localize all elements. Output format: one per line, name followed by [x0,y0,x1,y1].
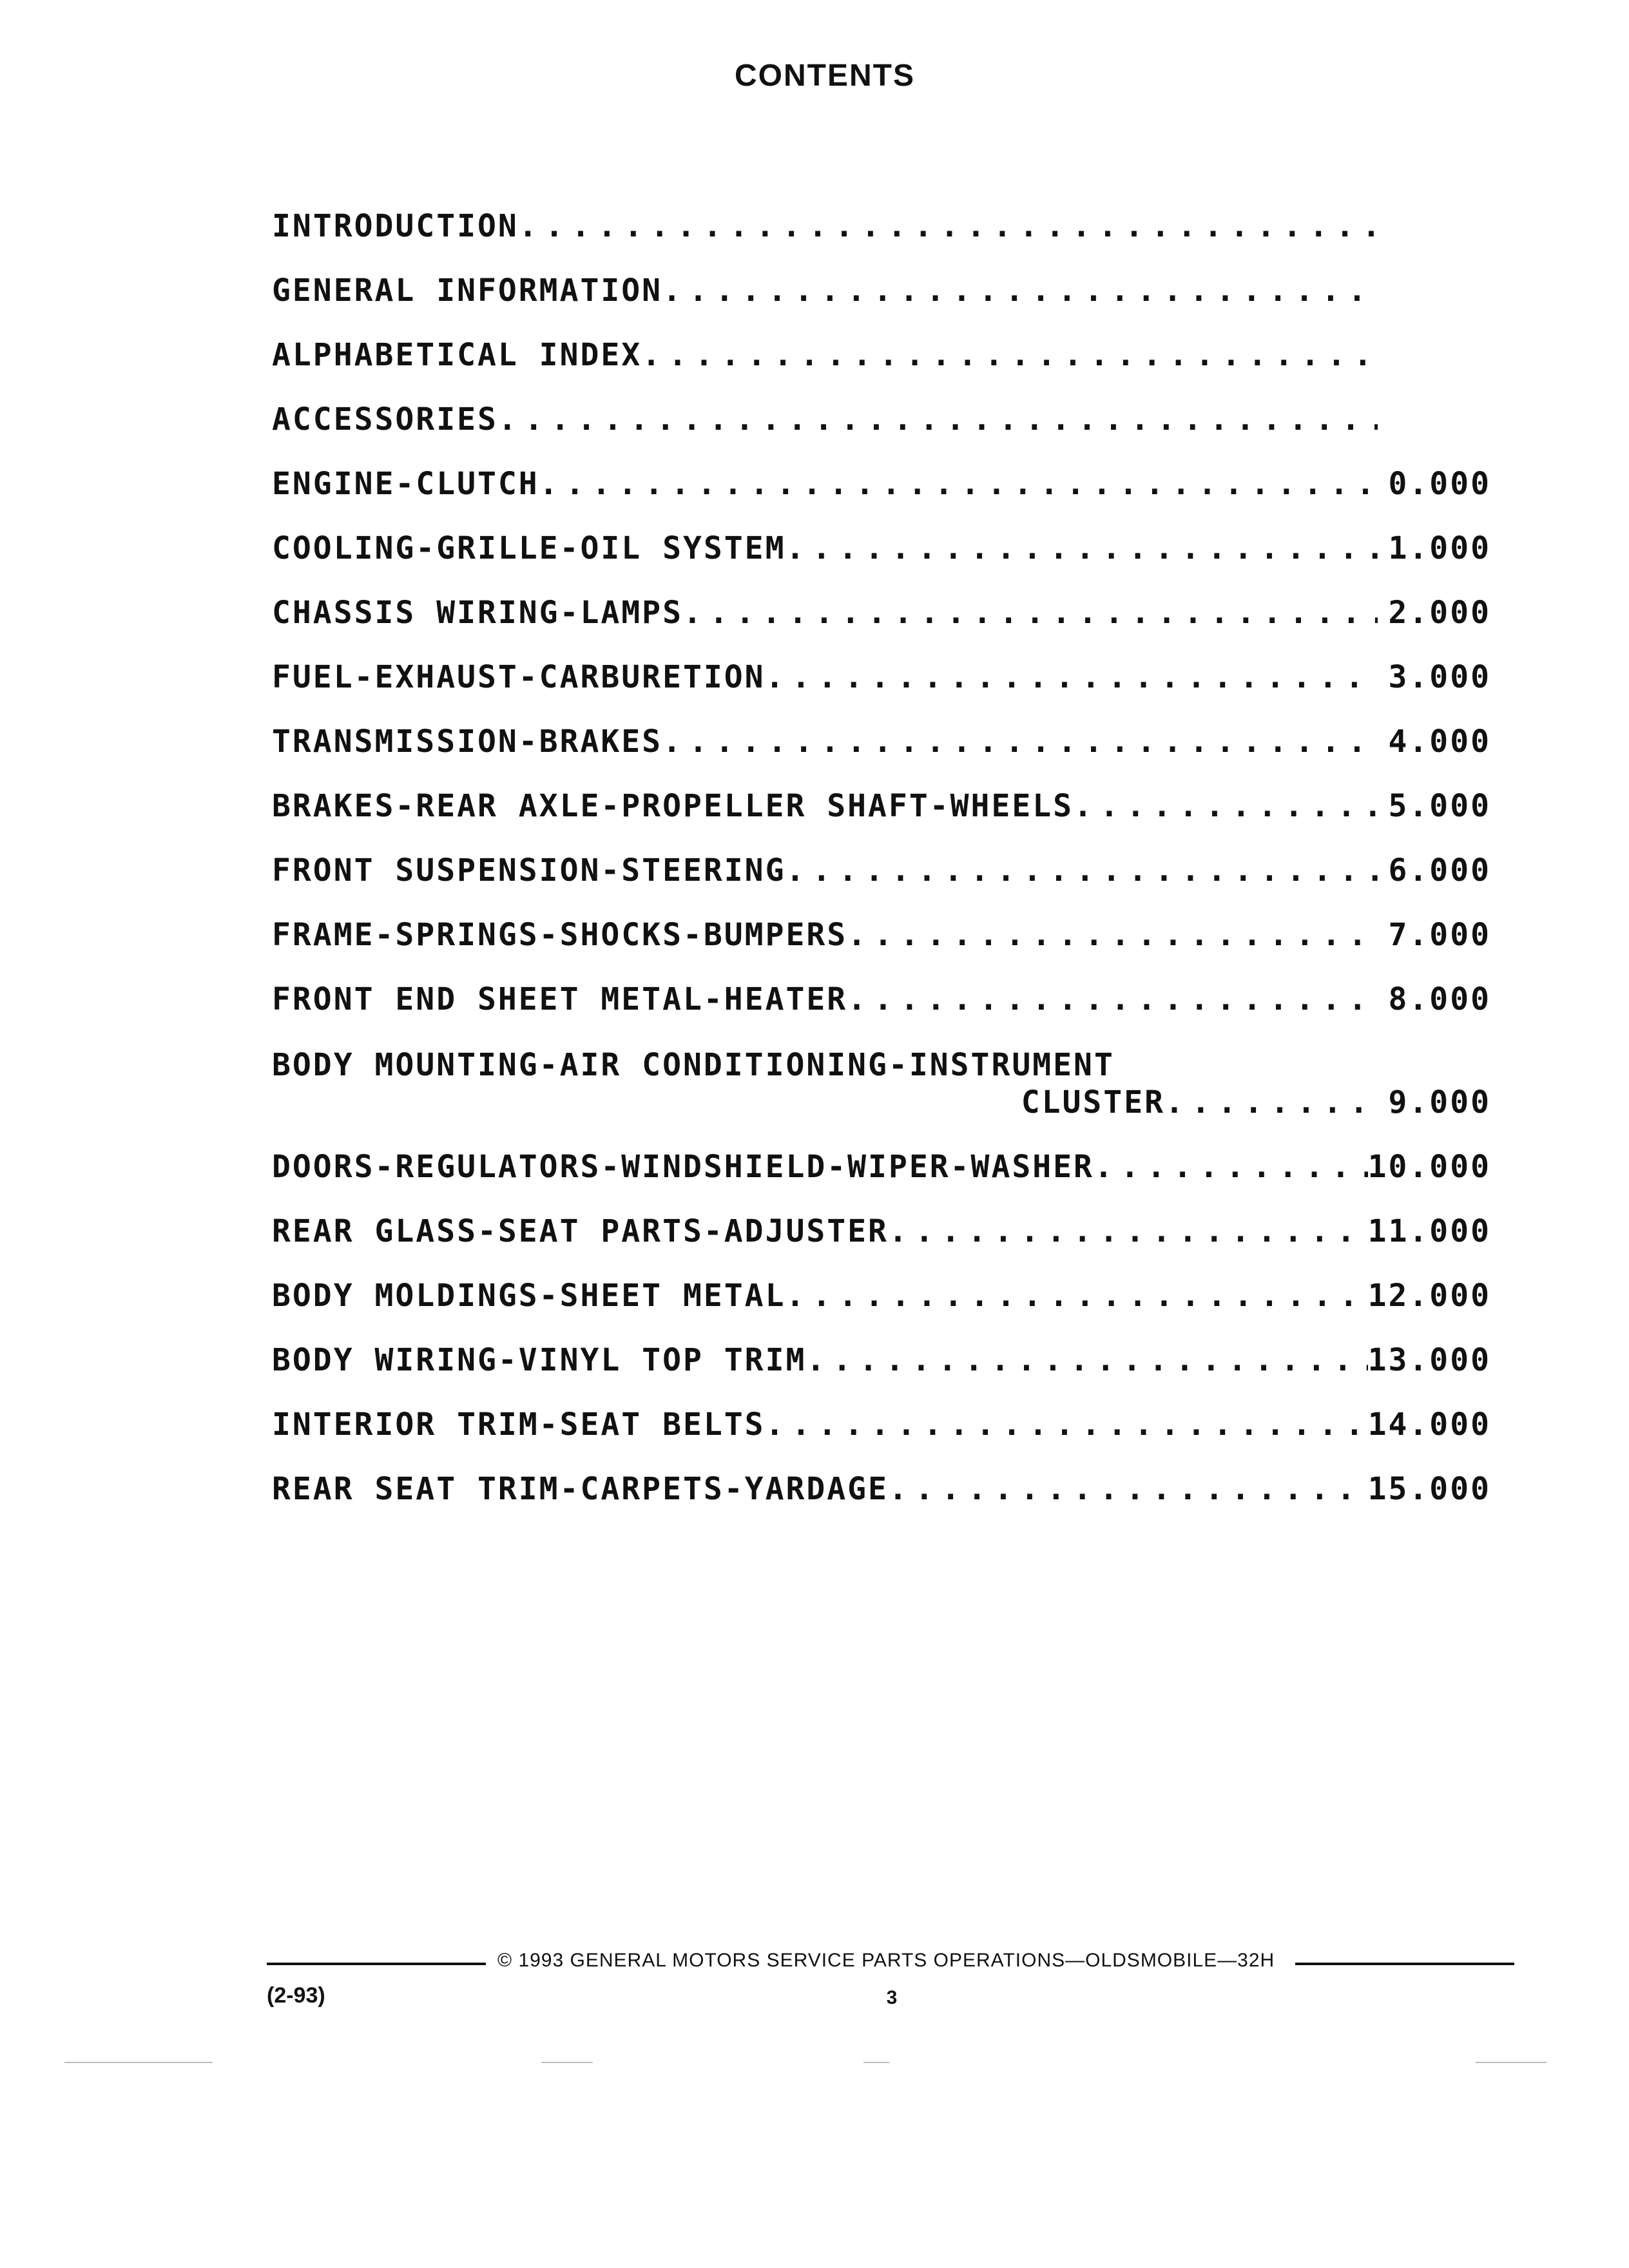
toc-entry-label: TRANSMISSION-BRAKES [272,724,663,760]
toc-entry [272,1443,1491,1508]
dot-leader [786,852,1378,889]
toc-entry [272,503,1491,567]
toc-entry-label: FRONT SUSPENSION-STEERING [272,852,786,889]
toc-entry-label: ALPHABETICAL INDEX [272,337,642,373]
dot-leader [766,1406,1368,1443]
toc-entry [272,696,1491,760]
toc-entry-page: 3.000 [1388,659,1491,695]
dot-leader [662,723,1378,760]
toc-entry-page: 6.000 [1388,852,1491,889]
footer-copyright: © 1993 GENERAL MOTORS SERVICE PARTS OPERATIONS—OLDSMOBILE—32H [497,1950,1275,1971]
dot-leader [889,1213,1368,1250]
scan-artifact-line [64,2062,213,2063]
toc-entry-label: FUEL-EXHAUST-CARBURETION [272,659,766,695]
toc-entry [272,567,1491,631]
toc-entry-page: 10.000 [1367,1149,1491,1185]
dot-leader [766,658,1378,696]
toc-entry-label: COOLING-GRILLE-OIL SYSTEM [272,530,786,566]
toc-entry-page: 12.000 [1367,1278,1491,1314]
toc-entry-label-continued: CLUSTER [1021,1084,1165,1120]
toc-entry [272,374,1491,438]
toc-entry-page: 7.000 [1388,917,1491,953]
dot-leader [1094,1148,1368,1186]
toc-entry [272,760,1491,825]
scan-artifact-line [1476,2062,1547,2063]
toc-entry-label: ENGINE-CLUTCH [272,466,539,502]
toc-entry [272,1379,1491,1443]
footer-rule-left [267,1963,486,1965]
dot-leader [498,401,1378,438]
toc-entry [272,180,1491,245]
dot-leader [847,981,1378,1018]
toc-entry-page: 4.000 [1388,724,1491,760]
toc-entry-label: BODY WIRING-VINYL TOP TRIM [272,1342,807,1378]
toc-entry [272,245,1491,309]
toc-entry-label: ACCESSORIES [272,401,498,437]
toc-entry-label: BODY MOLDINGS-SHEET METAL [272,1278,786,1314]
toc-entry [272,1018,1491,1121]
toc-entry-page: 15.000 [1367,1471,1491,1507]
dot-leader [786,1277,1367,1314]
dot-leader [806,1341,1367,1379]
toc-entry [272,1250,1491,1314]
toc-entry-page: 14.000 [1367,1407,1491,1443]
toc-entry-label: REAR SEAT TRIM-CARPETS-YARDAGE [272,1471,889,1507]
toc-entry [272,1314,1491,1379]
toc-entry-page: 8.000 [1388,981,1491,1017]
dot-leader [642,336,1378,374]
page-title: CONTENTS [735,59,915,93]
toc-entry [272,309,1491,374]
toc-entry-label: REAR GLASS-SEAT PARTS-ADJUSTER [272,1213,889,1249]
dot-leader [1074,787,1378,825]
toc-entry [272,889,1491,954]
scan-artifact-line [541,2062,593,2063]
toc-entry-label: BRAKES-REAR AXLE-PROPELLER SHAFT-WHEELS [272,788,1074,824]
toc-entry [272,438,1491,503]
dot-leader [683,594,1378,631]
toc-entry [272,1121,1491,1186]
dot-leader [519,207,1378,245]
toc-entry-label: INTERIOR TRIM-SEAT BELTS [272,1407,766,1443]
toc-entry-page: 2.000 [1388,595,1491,631]
toc-entry-label: INTRODUCTION [272,208,519,244]
footer-rule-right [1295,1963,1514,1965]
toc-entry-label: CHASSIS WIRING-LAMPS [272,595,683,631]
toc-entry-label: FRAME-SPRINGS-SHOCKS-BUMPERS [272,917,848,953]
dot-leader [847,916,1378,954]
toc-entry-label: FRONT END SHEET METAL-HEATER [272,981,848,1017]
dot-leader [889,1470,1368,1508]
toc-entry-label: GENERAL INFORMATION [272,273,663,309]
scan-artifact-line [863,2062,889,2063]
dot-leader [786,530,1378,567]
footer-page-number: 3 [886,1987,898,2008]
toc-entry-label: DOORS-REGULATORS-WINDSHIELD-WIPER-WASHER [272,1149,1094,1185]
toc-entry-page: 13.000 [1367,1342,1491,1378]
toc-entry-page: 11.000 [1367,1213,1491,1249]
toc-entry-continuation [272,1084,1491,1121]
toc-entry-page: 0.000 [1388,466,1491,502]
toc-entry [272,954,1491,1018]
footer-date-code: (2-93) [267,1983,325,2008]
toc-entry-page: 9.000 [1388,1084,1491,1120]
toc-entry-page: 5.000 [1388,788,1491,824]
dot-leader [539,465,1378,503]
toc-entry [272,1186,1491,1250]
toc-entry [272,825,1491,889]
table-of-contents [272,180,1491,1508]
dot-leader [1165,1084,1378,1121]
dot-leader [662,272,1378,309]
toc-entry [272,631,1491,696]
toc-entry-label: BODY MOUNTING-AIR CONDITIONING-INSTRUMENT [272,1047,1115,1083]
toc-entry-page: 1.000 [1388,530,1491,566]
